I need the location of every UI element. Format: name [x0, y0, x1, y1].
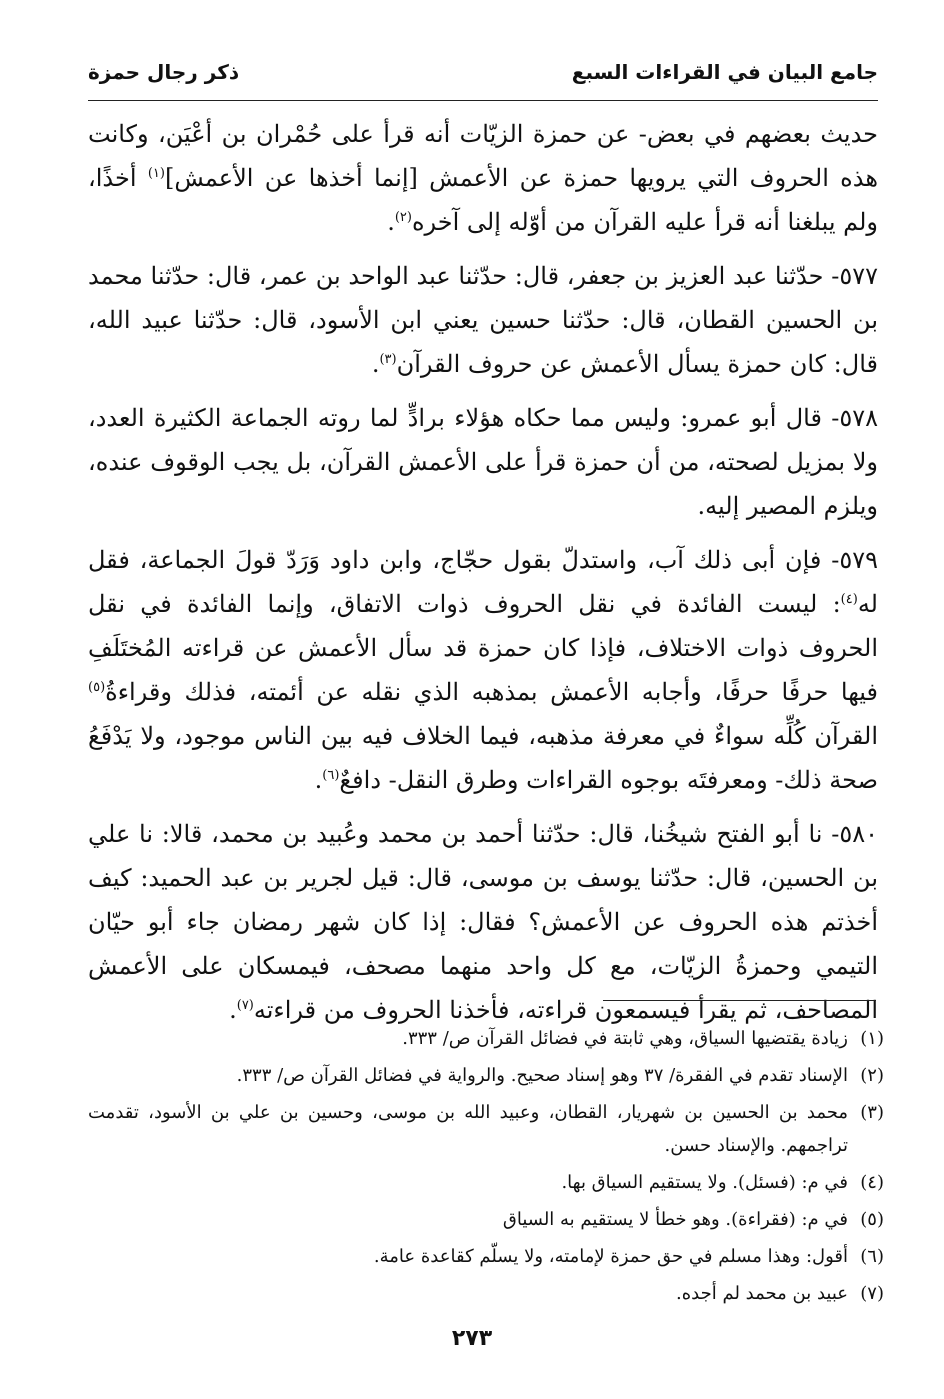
footnote-text: زيادة يقتضيها السياق، وهي ثابتة في فضائل القرآن ص/ ٣٣٣.: [402, 1028, 848, 1049]
footnote: [88, 1240, 884, 1273]
footnote-number: (٤): [860, 1172, 884, 1193]
paragraph-580: [88, 812, 878, 1032]
footnote-text: في م: (فسئل). ولا يستقيم السياق بها.: [561, 1172, 848, 1193]
section-title: ذكر رجال حمزة: [88, 60, 240, 84]
footnotes: [88, 1022, 884, 1314]
footnote: [88, 1203, 884, 1236]
page-number: ٢٧٣: [451, 1326, 493, 1351]
footnote-number: (٥): [860, 1209, 884, 1230]
text-run: : ليست الفائدة في نقل الحروف ذوات الاتفاق، وإنما الفائدة في نقل الحروف ذوات الاختلاف، فإذا كان حمزة قد سأل الأعمش عن قراءته المُختَلَفِ فيها حرفًا حرفًا، وأجابه الأعمش بمذهبه الذي نقله عن أئمته، فذلك وقراءةُ: [88, 590, 878, 706]
footnote-ref[interactable]: (٤): [840, 592, 858, 607]
text-run: .: [229, 996, 237, 1024]
main-text: [88, 112, 878, 1042]
footnote: [88, 1166, 884, 1199]
footnote: [88, 1059, 884, 1092]
footnote-ref[interactable]: (٦): [322, 768, 340, 783]
footnote-text: أقول: وهذا مسلم في حق حمزة لإمامته، ولا يسلّم كقاعدة عامة.: [373, 1246, 848, 1267]
text-run: حديث بعضهم في بعض- عن حمزة الزيّات أنه قرأ على حُمْران بن أعْيَن، وكانت هذه الحروف التي يرويها حمزة عن الأعمش [إنما أخذها عن الأعمش]: [88, 120, 878, 192]
footnote-ref[interactable]: (٢): [394, 210, 412, 225]
text-run: .: [314, 766, 323, 794]
footnote-text: عبيد بن محمد لم أجده.: [676, 1283, 848, 1304]
paragraph: [88, 112, 878, 244]
footnote: [88, 1096, 884, 1162]
footnote-number: (١): [860, 1028, 884, 1049]
footnote-number: (٧): [860, 1283, 884, 1304]
paragraph-579: [88, 538, 878, 802]
text-run: ٥٨٠- نا أبو الفتح شيخُنا، قال: حدّثنا أحمد بن محمد وعُبيد بن محمد، قالا: نا علي بن الحسين، قال: حدّثنا يوسف بن موسى، قال: قيل لجرير بن عبد الحميد: كيف أخذتم هذه الحروف عن الأعمش؟ فقال: إذا كان شهر رمضان جاء أبو حيّان التيمي وحمزةُ الزيّات، مع كل واحد منهما مصحف، فيمسكان على الأعمش المصاحف، ثم يقرأ فيسمعون قراءته، فأخذنا الحروف من قراءته: [88, 820, 878, 1024]
footnote-number: (٦): [860, 1246, 884, 1267]
book-title: جامع البيان في القراءات السبع: [571, 60, 878, 84]
footnote-number: (٣): [860, 1102, 884, 1123]
footnote-text: الإسناد تقدم في الفقرة/ ٣٧ وهو إسناد صحيح. والرواية في فضائل القرآن ص/ ٣٣٣.: [236, 1065, 848, 1086]
footnote-text: في م: (فقراءة). وهو خطأ لا يستقيم به السياق: [502, 1209, 848, 1230]
footnote: [88, 1022, 884, 1055]
footnote-ref[interactable]: (٣): [379, 352, 397, 367]
footnote: [88, 1277, 884, 1310]
text-run: ٥٧٧- حدّثنا عبد العزيز بن جعفر، قال: حدّثنا عبد الواحد بن عمر، قال: حدّثنا محمد بن الحسين القطان، قال: حدّثنا حسين يعني ابن الأسود، قال: حدّثنا عبيد الله، قال: كان حمزة يسأل الأعمش عن حروف القرآن: [88, 262, 878, 378]
text-run: أخذًا، ولم يبلغنا أنه قرأ عليه القرآن من أوّله إلى آخره: [88, 164, 878, 236]
paragraph-578: [88, 396, 878, 528]
text-run: ٥٧٨- قال أبو عمرو: وليس مما حكاه هؤلاء برادٍّ لما روته الجماعة الكثيرة العدد، ولا بمزيل لصحته، من أن حمزة قرأ على الأعمش القرآن، بل يجب الوقوف عنده، ويلزم المصير إليه.: [88, 404, 878, 520]
running-header: [88, 54, 878, 101]
footnote-ref[interactable]: (٧): [236, 998, 254, 1013]
paragraph-577: [88, 254, 878, 386]
text-run: القرآن كُلِّه سواءٌ في معرفة مذهبه، فيما الخلاف فيه بين الناس موجود، ولا يَدْفَعُ صحة ذلك- ومعرفتَه بوجوه القراءات وطرق النقل- دافعٌ: [88, 722, 878, 794]
text-run: .: [371, 350, 380, 378]
text-run: ٥٧٩- فإن أبى ذلك آب، واستدلّ بقول حجّاج، وابن داود وَرَدّ قولَ الجماعة، فقل له: [88, 546, 878, 618]
footnote-ref[interactable]: (٥): [88, 680, 106, 695]
footnote-number: (٢): [860, 1065, 884, 1086]
text-run: .: [387, 208, 395, 236]
footnote-divider: [603, 1000, 876, 1001]
footnote-text: محمد بن الحسين بن شهريار، القطان، وعبيد الله بن موسى، وحسين بن علي بن الأسود، تقدمت تراجمهم. والإسناد حسن.: [88, 1102, 848, 1156]
footnote-ref[interactable]: (١): [147, 166, 165, 181]
